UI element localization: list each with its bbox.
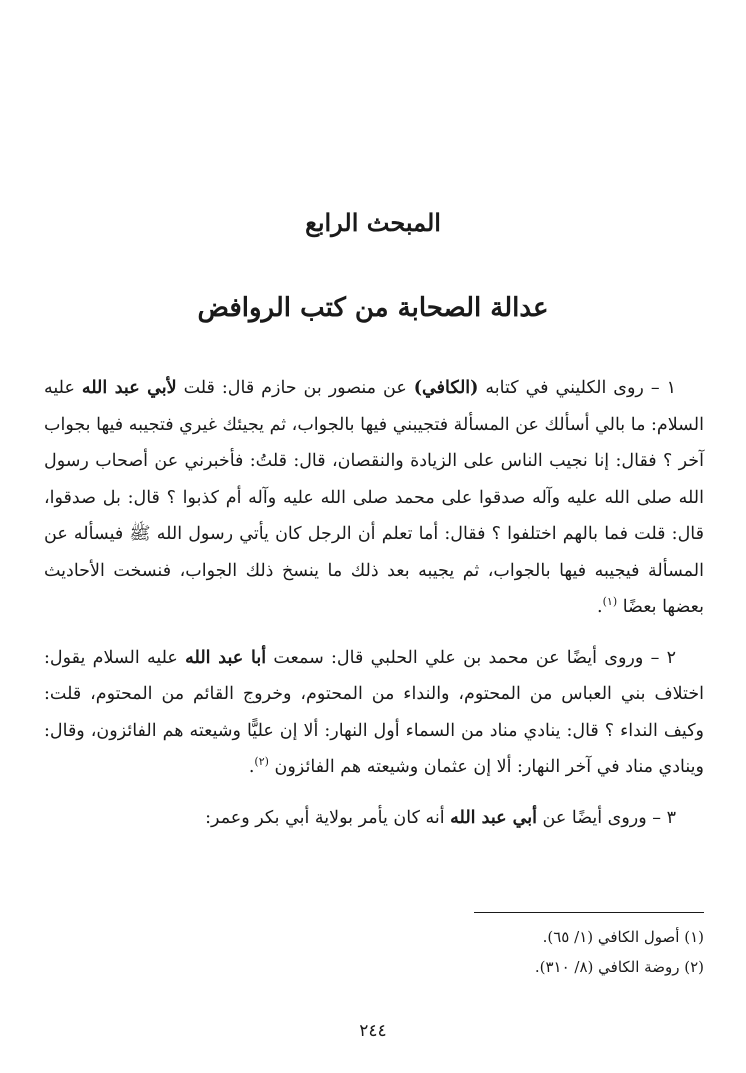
text-segment: ٣ – وروى أيضًا عن [536,807,676,828]
book-title: (الكافي) [413,378,479,398]
sentence-end: . [248,757,255,777]
name-highlight: أبي عبد الله [450,807,537,828]
footnotes [44,922,704,982]
body-text [44,370,704,836]
footnote-2: (٢) روضة الكافي (٨/ ٣١٠). [534,958,704,976]
sentence-end: . [597,597,603,617]
paragraph-2 [44,640,704,786]
name-highlight: لأبي عبد الله [81,378,177,398]
text-segment: عن منصور بن حازم قال: قلت [176,378,414,398]
text-segment: ١ – روى الكليني في كتابه [478,378,676,398]
name-highlight: أبا عبد الله [185,647,267,668]
text-segment: أنه كان يأمر بولاية أبي بكر وعمر: [205,807,451,828]
footnote-1: (١) أصول الكافي (١/ ٦٥). [542,928,704,946]
chapter-title: عدالة الصحابة من كتب الروافض [197,293,549,323]
footnote-ref-2: (٢) [254,755,269,769]
footnote-divider [474,912,704,913]
page-number: ٢٤٤ [359,1021,387,1041]
text-segment: عليه السلام: ما بالي أسألك عن المسألة فتجيبني فيها بالجواب، ثم يجيئك غيري فتجيبه فيها بجواب آخر ؟ فقال: إنا نجيب الناس على الزيادة والنقصان، قال: قلتُ: فأخبرني عن أصحاب رسول الله صلى الله عليه وآله صدقوا على محمد صلى الله عليه وآله أم كذبوا ؟ قال: بل صدقوا، قال: قلت فما بالهم اختلفوا ؟ فقال: أما تعلم أن الرجل كان يأتي رسول الله ﷺ فيسأله عن المسألة فيجيبه فيها بالجواب، ثم يجيبه بعد ذلك ما ينسخ ذلك الجواب، فنسخت الأحاديث بعضها بعضًا [44,378,704,617]
paragraph-3 [44,800,704,837]
text-segment: ٢ – وروى أيضًا عن محمد بن علي الحلبي قال: سمعت [266,647,677,668]
text-segment: عليه السلام يقول: اختلاف بني العباس من المحتوم، والنداء من المحتوم، وخروج القائم من المحتوم، قلت: وكيف النداء ؟ قال: ينادي مناد من السماء أول النهار: ألا إن عليًّا وشيعته هم الفائزون، وقال: وينادي مناد في آخر النهار: ألا إن عثمان وشيعته هم الفائزون [44,647,704,777]
paragraph-1 [44,370,704,626]
footnote-ref-1: (١) [602,595,618,609]
chapter-label: المبحث الرابع [305,208,441,237]
